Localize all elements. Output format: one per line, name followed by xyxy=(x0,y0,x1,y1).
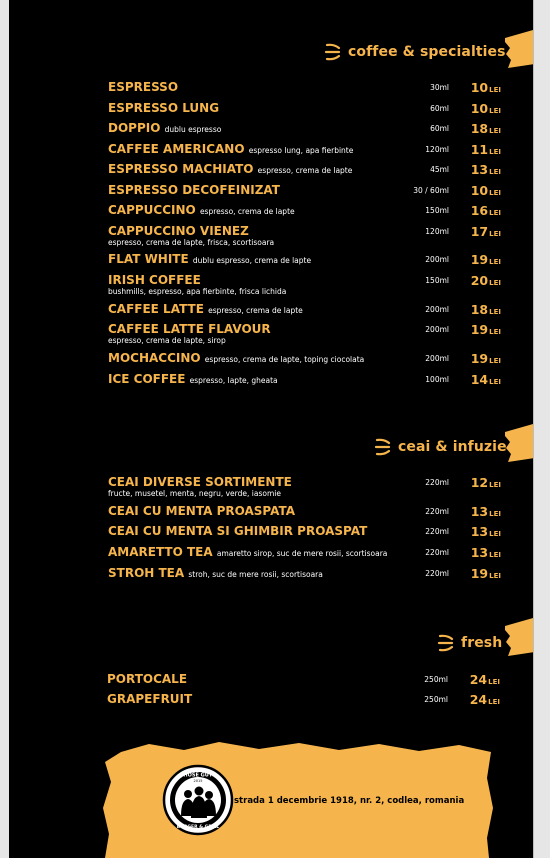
item-description: amaretto sirop, suc de mere rosii, scortisoara xyxy=(216,549,388,558)
item-price xyxy=(471,302,501,317)
item-name-text: CEAI CU MENTA SI GHIMBIR PROASPAT xyxy=(108,524,368,538)
item-description: dublu espresso xyxy=(164,125,222,134)
item-name-text: DOPPIO xyxy=(108,121,161,135)
menu-item xyxy=(108,101,501,115)
price-value: 13 xyxy=(470,524,489,539)
item-subdescription: espresso, crema de lapte, sirop xyxy=(108,336,226,345)
menu-item xyxy=(108,524,501,538)
item-volume: 200ml xyxy=(425,325,449,334)
item-description: stroh, suc de mere rosii, scortisoara xyxy=(188,570,323,579)
price-value: 13 xyxy=(470,545,489,560)
item-price xyxy=(471,183,501,198)
sunburst-icon xyxy=(437,632,459,654)
price-value: 10 xyxy=(470,80,489,95)
item-subdescription: fructe, musetel, menta, negru, verde, iasomie xyxy=(108,489,281,498)
price-value: 13 xyxy=(470,162,489,177)
price-currency: LEI xyxy=(489,209,501,217)
item-name-text: ESPRESSO DECOFEINIZAT xyxy=(108,183,280,197)
price-currency: LEI xyxy=(489,127,501,135)
item-price xyxy=(471,566,501,581)
item-description: espresso, crema de lapte xyxy=(257,166,353,175)
footer-address: strada 1 decembrie 1918, nr. 2, codlea, romania xyxy=(234,796,465,806)
price-value: 16 xyxy=(470,203,489,218)
price-currency: LEI xyxy=(489,308,501,316)
item-volume: 200ml xyxy=(425,305,449,314)
brush-ribbon xyxy=(503,424,533,464)
item-name-text: ESPRESSO LUNG xyxy=(108,101,220,115)
page-edge xyxy=(533,0,534,858)
price-value: 18 xyxy=(470,302,489,317)
item-name-text: CAPPUCCINO xyxy=(108,203,196,217)
item-price xyxy=(471,203,501,218)
menu-item xyxy=(108,121,501,137)
item-price xyxy=(471,504,501,519)
menu-item xyxy=(108,566,501,582)
menu-item xyxy=(108,203,501,219)
menu-item xyxy=(108,351,501,367)
price-currency: LEI xyxy=(489,148,501,156)
brush-ribbon xyxy=(503,618,533,658)
price-currency: LEI xyxy=(489,279,501,287)
item-name-text: CAPPUCCINO VIENEZ xyxy=(108,224,249,238)
item-price xyxy=(471,162,501,177)
item-price xyxy=(471,372,501,387)
item-name-text: CAFFEE LATTE xyxy=(108,302,204,316)
item-subdescription: espresso, crema de lapte, frisca, scortisoara xyxy=(108,238,275,247)
menu-item xyxy=(108,224,501,247)
item-description: espresso lung, apa fierbinte xyxy=(248,146,354,155)
item-name-text: CAFFEE AMERICANO xyxy=(108,142,245,156)
item-name-text: CEAI DIVERSE SORTIMENTE xyxy=(108,475,292,489)
item-volume: 220ml xyxy=(425,478,449,487)
price-value: 19 xyxy=(470,252,489,267)
item-volume: 30 / 60ml xyxy=(413,186,449,195)
item-volume: 150ml xyxy=(425,276,449,285)
item-volume: 250ml xyxy=(424,695,448,704)
price-currency: LEI xyxy=(488,678,500,686)
item-volume: 120ml xyxy=(425,227,449,236)
item-price xyxy=(471,351,501,366)
menu-item xyxy=(108,545,501,561)
item-name-text: AMARETTO TEA xyxy=(108,545,213,559)
price-value: 12 xyxy=(470,475,489,490)
price-currency: LEI xyxy=(489,230,501,238)
item-subdescription: bushmills, espresso, apa fierbinte, frisca lichida xyxy=(108,287,287,296)
item-name-text: IRISH COFFEE xyxy=(108,273,201,287)
menu-item xyxy=(108,322,501,345)
sunburst-icon xyxy=(374,436,396,458)
section-title: coffee & specialties xyxy=(348,44,506,60)
item-price xyxy=(471,121,501,136)
menu-item xyxy=(107,692,500,706)
item-volume: 60ml xyxy=(430,124,449,133)
item-name-text: ICE COFFEE xyxy=(108,372,186,386)
sunburst-icon xyxy=(324,41,346,63)
price-value: 14 xyxy=(470,372,489,387)
item-volume: 250ml xyxy=(424,675,448,684)
item-volume: 220ml xyxy=(425,548,449,557)
price-value: 19 xyxy=(470,322,489,337)
price-value: 18 xyxy=(470,121,489,136)
item-volume: 45ml xyxy=(430,165,449,174)
price-value: 24 xyxy=(469,692,488,707)
item-volume: 100ml xyxy=(425,375,449,384)
section-title: fresh xyxy=(461,635,503,651)
menu-item xyxy=(108,183,501,197)
item-volume: 200ml xyxy=(425,354,449,363)
item-volume: 220ml xyxy=(425,507,449,516)
price-value: 19 xyxy=(470,566,489,581)
price-value: 10 xyxy=(470,183,489,198)
section-title: ceai & infuzie xyxy=(398,439,507,455)
price-currency: LEI xyxy=(489,378,501,386)
price-currency: LEI xyxy=(489,572,501,580)
menu-item xyxy=(107,672,500,686)
menu-item xyxy=(108,273,501,296)
item-price xyxy=(471,80,501,95)
price-currency: LEI xyxy=(488,698,500,706)
price-currency: LEI xyxy=(489,357,501,365)
price-currency: LEI xyxy=(489,510,501,518)
item-name-text: PORTOCALE xyxy=(107,672,188,686)
logo-text-year: 2015 xyxy=(193,779,203,783)
item-volume: 30ml xyxy=(430,83,449,92)
item-name-text: ESPRESSO xyxy=(108,80,179,94)
section-header-fresh xyxy=(437,632,502,654)
item-name-text: FLAT WHITE xyxy=(108,252,189,266)
item-name-text: CAFFEE LATTE FLAVOUR xyxy=(108,322,271,336)
price-value: 10 xyxy=(470,101,489,116)
section-header-coffee xyxy=(324,41,506,63)
price-value: 13 xyxy=(470,504,489,519)
item-price xyxy=(471,524,501,539)
item-volume: 200ml xyxy=(425,255,449,264)
price-value: 19 xyxy=(470,351,489,366)
item-volume: 120ml xyxy=(425,145,449,154)
price-currency: LEI xyxy=(489,551,501,559)
item-name-text: ESPRESSO MACHIATO xyxy=(108,162,254,176)
item-price xyxy=(470,672,500,687)
brand-logo xyxy=(162,764,234,836)
item-description: espresso, crema de lapte xyxy=(199,207,295,216)
menu-item xyxy=(108,475,501,498)
price-currency: LEI xyxy=(489,258,501,266)
menu-item xyxy=(108,372,501,388)
item-price xyxy=(471,142,501,157)
logo-text-top: THOSE GUYS xyxy=(180,772,216,779)
menu-page xyxy=(9,0,533,858)
item-price xyxy=(471,224,501,239)
item-volume: 220ml xyxy=(425,527,449,536)
item-price xyxy=(471,475,501,490)
item-price xyxy=(471,545,501,560)
item-description: dublu espresso, crema de lapte xyxy=(192,256,312,265)
section-header-tea xyxy=(374,436,507,458)
item-price xyxy=(470,692,500,707)
price-currency: LEI xyxy=(489,530,501,538)
menu-item xyxy=(108,302,501,318)
brush-ribbon xyxy=(503,30,533,70)
price-value: 11 xyxy=(470,142,489,157)
price-value: 24 xyxy=(469,672,488,687)
item-volume: 150ml xyxy=(425,206,449,215)
menu-item xyxy=(108,142,501,158)
price-currency: LEI xyxy=(489,481,501,489)
item-volume: 60ml xyxy=(430,104,449,113)
menu-item xyxy=(108,80,501,94)
menu-item xyxy=(108,162,501,178)
price-currency: LEI xyxy=(489,86,501,94)
price-value: 17 xyxy=(470,224,489,239)
price-currency: LEI xyxy=(489,328,501,336)
item-name-text: MOCHACCINO xyxy=(108,351,201,365)
item-volume: 220ml xyxy=(425,569,449,578)
price-currency: LEI xyxy=(489,107,501,115)
item-name-text: CEAI CU MENTA PROASPATA xyxy=(108,504,295,518)
item-price xyxy=(471,252,501,267)
price-currency: LEI xyxy=(489,168,501,176)
item-description: espresso, crema de lapte, toping ciocolata xyxy=(204,355,365,364)
price-value: 20 xyxy=(470,273,489,288)
item-price xyxy=(471,322,501,337)
item-price xyxy=(471,273,501,288)
item-name-text: STROH TEA xyxy=(108,566,185,580)
menu-item xyxy=(108,504,501,518)
logo-text-bottom: BURGER & GRILL xyxy=(176,825,220,830)
price-currency: LEI xyxy=(489,189,501,197)
item-name-text: GRAPEFRUIT xyxy=(107,692,193,706)
item-description: espresso, lapte, gheata xyxy=(189,376,278,385)
item-description: espresso, crema de lapte xyxy=(208,306,303,315)
menu-item xyxy=(108,252,501,268)
item-price xyxy=(471,101,501,116)
